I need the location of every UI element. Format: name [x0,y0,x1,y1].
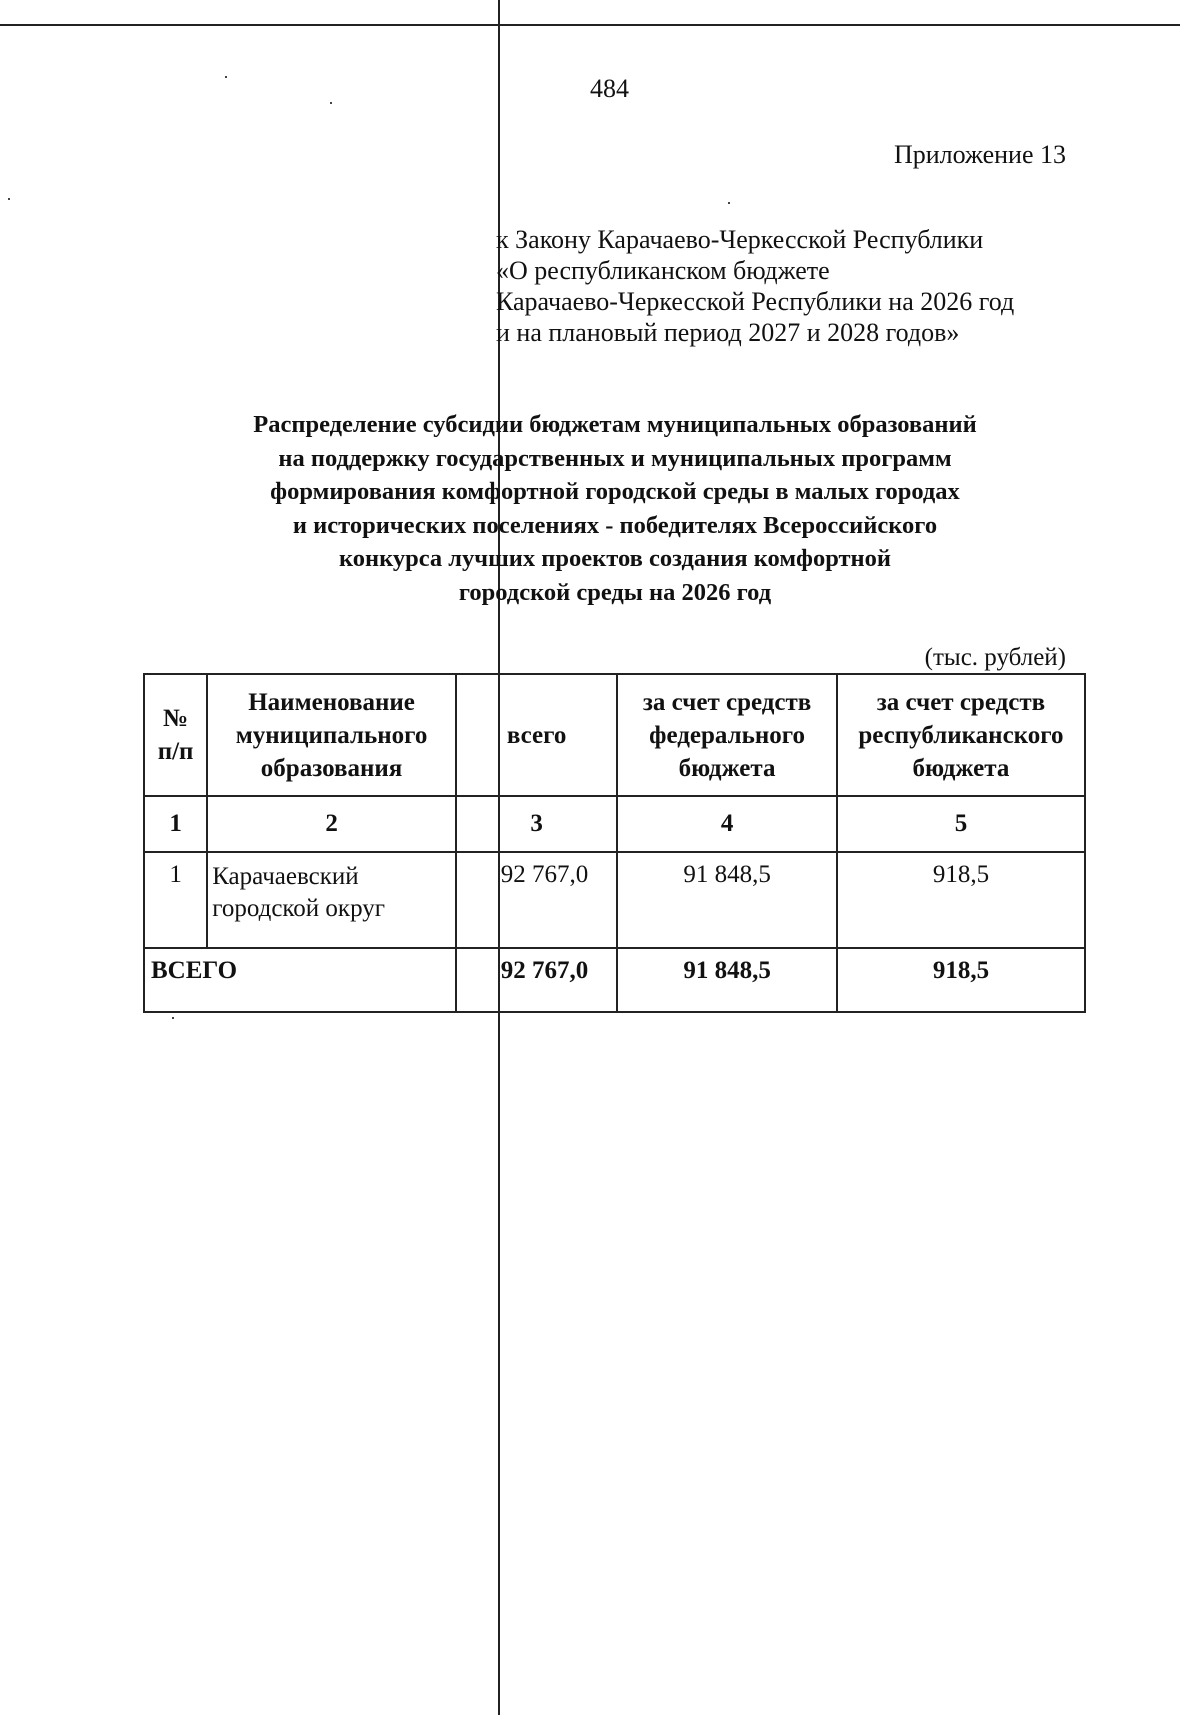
title-line: Распределение субсидии бюджетам муниципальных образований [253,411,977,438]
appendix-label: Приложение 13 [893,140,1066,169]
row-name-line: городской округ [212,895,385,922]
header-text: за счет средств [642,688,812,716]
header-text: п/п [157,738,194,765]
header-text: республиканского [858,721,1064,749]
header-text: федерального [649,721,805,749]
header-text: № [163,705,189,732]
row-name-line: Карачаевский [212,863,359,890]
column-index-cell: 5 [837,796,1085,852]
title-line: формирования комфортной городской среды в малых городах [270,478,960,505]
header-federal [617,674,837,796]
law-reference-line: и на плановый период 2027 и 2028 годов» [496,318,960,347]
title-line: на поддержку государственных и муниципальных программ [278,444,952,472]
header-text: бюджета [912,754,1010,782]
column-index-cell: 1 [144,796,207,852]
document-title [160,408,1070,609]
header-text: муниципального [235,721,428,749]
scan-speck [728,202,730,204]
title-line: городской среды на 2026 год [458,578,772,606]
scan-speck [8,198,10,200]
table-header-row [144,674,1085,796]
header-total [456,674,617,796]
header-text: образования [260,754,403,782]
law-reference [496,224,1014,348]
header-num [144,674,207,796]
totals-row [144,948,1085,1012]
column-index-cell: 2 [207,796,456,852]
law-reference-line: «О республиканском бюджете [496,256,830,285]
page-number: 484 [590,74,629,103]
scan-artifact-top-line [0,24,1180,26]
header-text: Наименование [248,688,415,716]
law-reference-line: к Закону Карачаево-Черкесской Республики [496,225,984,254]
header-text: бюджета [678,754,776,782]
subsidy-table [143,673,1086,1013]
scan-speck [330,102,332,104]
title-line: и исторических поселениях - победителях Всероссийского [292,511,938,539]
column-index-cell: 4 [617,796,837,852]
table-row [144,852,1085,948]
row-total-cell: 92 767,0 [456,852,617,948]
scan-speck [172,1017,174,1019]
column-index-row [144,796,1085,852]
row-federal-cell: 91 848,5 [617,852,837,948]
header-name [207,674,456,796]
row-num-cell: 1 [144,852,207,948]
header-text: за счет средств [876,688,1046,716]
totals-total-cell: 92 767,0 [456,948,617,1012]
totals-federal-cell: 91 848,5 [617,948,837,1012]
title-line: конкурса лучших проектов создания комфортной [338,545,892,572]
units-label: (тыс. рублей) [924,644,1066,671]
totals-republic-cell: 918,5 [837,948,1085,1012]
row-name-cell [207,852,456,948]
scan-speck [225,76,227,78]
totals-label: ВСЕГО [144,948,456,1012]
row-republic-cell: 918,5 [837,852,1085,948]
header-republic [837,674,1085,796]
law-reference-line: Карачаево-Черкесской Республики на 2026 год [496,287,1015,316]
column-index-cell: 3 [456,796,617,852]
header-text: всего [506,721,567,749]
